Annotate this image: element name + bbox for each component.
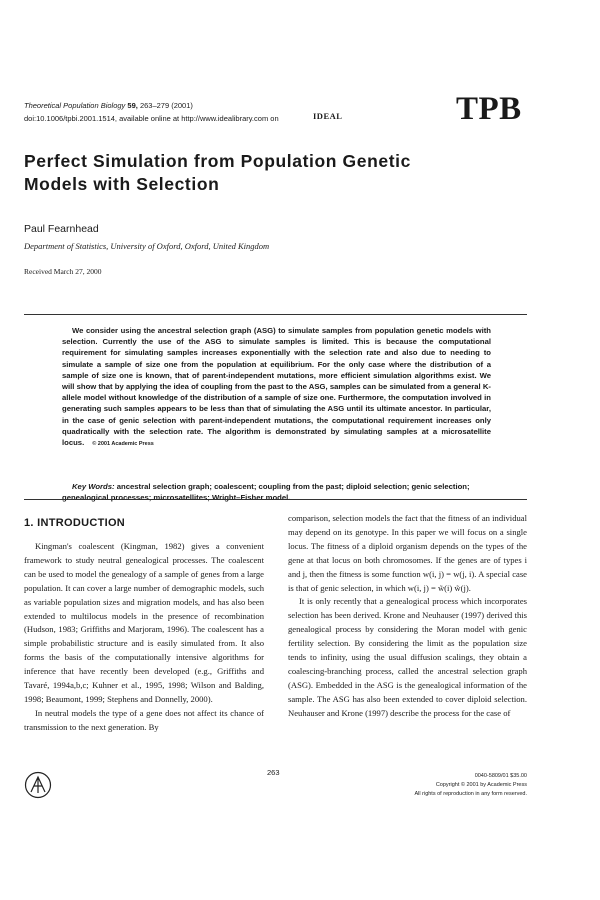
page-number: 263: [267, 768, 280, 777]
title-line-1: Perfect Simulation from Population Genetic: [24, 151, 411, 171]
abstract-top-rule: [24, 314, 527, 315]
publisher-footer: [380, 772, 527, 799]
paragraph: In neutral models the type of a gene does not affect its chance of transmission to the next generation. By: [24, 707, 264, 732]
paragraph: Kingman's coalescent (Kingman, 1982) gives a convenient framework to study neutral genealogical processes. The coalescent can be used to model the genealogy of a sample of genes from a large population. It can cover a large number of demographic models, such as variable population sizes and migration models, and has also been extended to multilocus models in the presence of recombination (Hudson, 1983; Griffiths and Marjoram, 1996). The coalescent has a simple probabilistic structure and is easily simulated from. It also forms the basis of the computationally intensive algorithms for inference that have recently been developed (e.g., Griffiths and Tavaré, 1994a,b,c; Kuhner et al., 1995, 1998; Wilson and Balding, 1998; Beaumont, 1999; Stephens and Donnelly, 2000).: [24, 541, 264, 704]
issn-price: 0040-5809/01 $35.00: [474, 773, 527, 779]
paragraph: It is only recently that a genealogical process which incorporates selection has been derived. Krone and Neuhauser (1997) derived this genealogical process by considering the Moran model with genic fertility selection. By considering the limit as the population size tends to infinity, using the usual diffusion scalings, they obtain a coalescing-branching process, called the ancestral selection graph (ASG). Embedded in the ASG is the genealogical information of the sample. The ASG has also been extended to cover diploid selection. Neuhauser and Krone (1997) describe the process for the case of: [288, 596, 527, 718]
footer-copyright: Copyright © 2001 by Academic Press: [435, 782, 527, 788]
academic-press-logo: [24, 771, 52, 799]
article-title: [24, 150, 484, 196]
author-affiliation: Department of Statistics, University of Oxford, Oxford, United Kingdom: [24, 241, 270, 251]
doi-line: doi:10.1006/tpbi.2001.1514, available online at http://www.idealibrary.com on: [24, 114, 279, 123]
received-date: Received March 27, 2000: [24, 267, 102, 276]
keywords: [62, 481, 514, 503]
keywords-list: ancestral selection graph; coalescent; coupling from the past; diploid selection; genic selection; genealogical processes; microsatellites; Wright–Fisher model.: [62, 482, 470, 503]
abstract-text: We consider using the ancestral selection graph (ASG) to simulate samples from population genetic models with selection. Currently the use of the ASG to simulate samples is limited. This is because the computational requirement for simulating samples increases exponentially with the selection rate and also due to needing to simulate a sample of size one from the population at equilibrium. For the only case where the distribution of a sample of size one is known, that of parent-independent mutations, more efficient simulation algorithms exist. We will show that by applying the idea of coupling from the past to the ASG, samples can be simulated from a general K-allele model without knowledge of the distribution of a sample of size one. Furthermore, the computation involved in generating such samples appears to be less than that of simulating the ASG until its ultimate ancestor. In particular, in the case of genic selection with parent-independent mutations, the computational requirement increases only quadratically with the selection rate. The algorithm is demonstrated by simulating samples at a microsatellite locus.: [62, 326, 491, 448]
abstract: [62, 325, 491, 450]
section-heading: 1. INTRODUCTION: [24, 517, 126, 529]
paragraph: comparison, selection models the fact that the fitness of an individual may depend on its genotype. In this paper we will focus on a single locus. The fitness of a diploid organism depends on the types of the gene at that locus on both chromosomes. If the genes are of types i and j, then the fitness is some function w(i, j) = w(j, i). A special case is that of genic selection, in which w(i, j) = w̃(i) w̃(j).: [288, 513, 527, 593]
journal-name: Theoretical Population Biology: [24, 101, 126, 110]
journal-volume: 59,: [127, 101, 138, 110]
footer-rights: All rights of reproduction in any form reserved.: [414, 791, 527, 797]
right-column: [288, 512, 527, 721]
left-column: [24, 540, 264, 735]
abstract-copyright: © 2001 Academic Press: [92, 441, 154, 448]
abstract-bottom-rule: [24, 499, 527, 500]
journal-pages: 263–279 (2001): [139, 101, 193, 110]
keywords-label: Key Words:: [72, 482, 115, 491]
ideal-logo: IDEAL: [313, 111, 343, 121]
journal-citation: [24, 101, 193, 110]
title-line-2: Models with Selection: [24, 174, 220, 194]
journal-logo: TPB: [456, 91, 522, 127]
author-name: Paul Fearnhead: [24, 223, 99, 235]
